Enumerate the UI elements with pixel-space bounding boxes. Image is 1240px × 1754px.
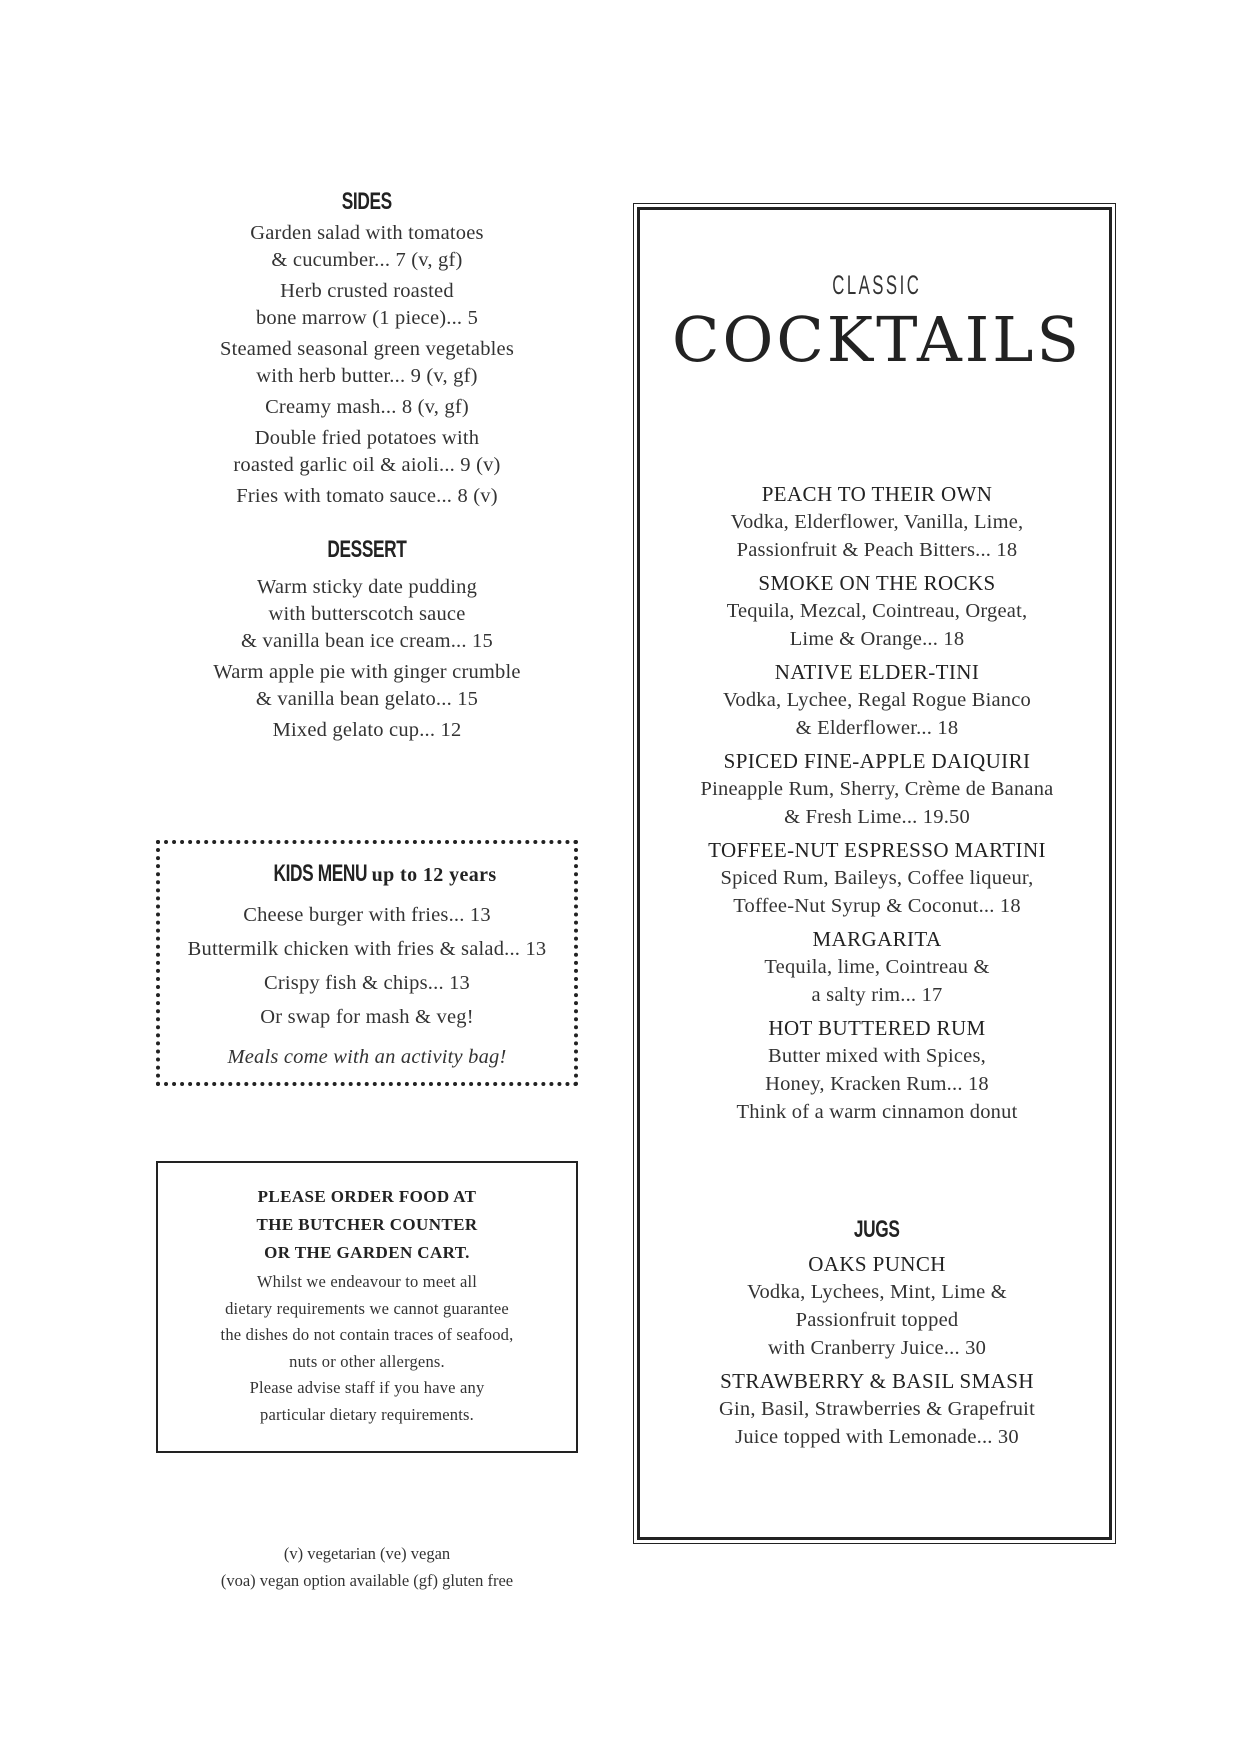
menu-item — [156, 659, 578, 713]
notice-heading-line: OR THE GARDEN CART. — [264, 1243, 470, 1262]
legend-line: (voa) vegan option available (gf) gluten free — [220, 1571, 514, 1590]
sides-section — [156, 188, 578, 514]
drink-name: STRAWBERRY & BASIL SMASH — [720, 1369, 1034, 1393]
drink-description-line: & Fresh Lime... 19.50 — [784, 806, 970, 828]
menu-item — [156, 394, 578, 421]
drink-description-line: a salty rim... 17 — [811, 984, 943, 1006]
legend-line: (v) vegetarian (ve) vegan — [283, 1544, 451, 1563]
drink-name: MARGARITA — [812, 927, 942, 951]
drink-item — [640, 925, 1114, 1009]
menu-item-line: bone marrow (1 piece)... 5 — [255, 307, 479, 329]
menu-item-line: & cucumber... 7 (v, gf) — [271, 249, 463, 271]
menu-item-line: roasted garlic oil & aioli... 9 (v) — [233, 454, 501, 476]
kids-menu-box — [156, 840, 578, 1086]
drink-item — [640, 658, 1114, 742]
notice-heading — [158, 1183, 576, 1267]
menu-item-line: Mixed gelato cup... 12 — [272, 719, 462, 741]
menu-item — [156, 717, 578, 744]
drink-description-line: Think of a warm cinnamon donut — [736, 1101, 1018, 1123]
drink-name: OAKS PUNCH — [808, 1252, 946, 1276]
drink-item — [640, 1367, 1114, 1451]
drink-name: SMOKE ON THE ROCKS — [758, 571, 996, 595]
notice-body-line: Whilst we endeavour to meet all — [256, 1272, 478, 1291]
menu-item-line: Steamed seasonal green vegetables — [219, 338, 515, 360]
drink-description-line: & Elderflower... 18 — [795, 717, 959, 739]
notice-body-line: Please advise staff if you have any — [249, 1378, 485, 1397]
drink-item — [640, 1250, 1114, 1362]
drink-description-line: Butter mixed with Spices, — [768, 1045, 986, 1067]
drink-name: HOT BUTTERED RUM — [768, 1016, 986, 1040]
sides-heading: SIDES — [341, 188, 393, 215]
drink-item — [640, 480, 1114, 564]
drink-description-line: Tequila, Mezcal, Cointreau, Orgeat, — [726, 600, 1028, 622]
menu-item — [156, 483, 578, 510]
dessert-heading: DESSERT — [327, 536, 407, 563]
menu-item — [156, 278, 578, 332]
kids-list — [160, 898, 574, 1034]
drink-description-line: Vodka, Lychee, Regal Rogue Bianco — [723, 689, 1031, 711]
drink-name: PEACH TO THEIR OWN — [761, 482, 993, 506]
kids-menu-heading: KIDS MENU — [273, 860, 368, 887]
cocktails-title: COCKTAILS — [672, 303, 1082, 376]
menu-item-line: Garden salad with tomatoes — [250, 222, 484, 244]
dessert-list — [156, 574, 578, 744]
drink-item — [640, 836, 1114, 920]
menu-item — [156, 336, 578, 390]
dietary-legend — [156, 1540, 578, 1594]
kids-note: Meals come with an activity bag! — [227, 1046, 507, 1068]
drink-description-line: Gin, Basil, Strawberries & Grapefruit — [719, 1398, 1035, 1420]
menu-item-line: Warm apple pie with ginger crumble — [213, 661, 521, 683]
jugs-heading: JUGS — [854, 1216, 900, 1243]
kids-menu-item: Cheese burger with fries... 13 — [243, 904, 491, 926]
drink-description-line: Lime & Orange... 18 — [789, 628, 965, 650]
menu-item — [156, 425, 578, 479]
drink-name: SPICED FINE-APPLE DAIQUIRI — [723, 749, 1031, 773]
notice-body-line: dietary requirements we cannot guarantee — [225, 1298, 509, 1318]
drink-description-line: Vodka, Elderflower, Vanilla, Lime, — [730, 511, 1024, 533]
cocktails-list — [640, 480, 1114, 1131]
menu-item-line: Creamy mash... 8 (v, gf) — [265, 396, 469, 418]
drink-description-line: Passionfruit topped — [795, 1309, 959, 1331]
menu-item-line: Herb crusted roasted — [280, 280, 454, 302]
drink-name: NATIVE ELDER-TINI — [774, 660, 980, 684]
menu-item-line: Fries with tomato sauce... 8 (v) — [236, 485, 498, 507]
drink-description-line: Passionfruit & Peach Bitters... 18 — [736, 539, 1018, 561]
jugs-list — [640, 1250, 1114, 1451]
drink-item — [640, 1014, 1114, 1126]
kids-menu-item: Or swap for mash & veg! — [260, 1006, 474, 1028]
kids-menu-item: Crispy fish & chips... 13 — [263, 972, 471, 994]
drink-description-line: Spiced Rum, Baileys, Coffee liqueur, — [720, 867, 1034, 889]
menu-item — [156, 220, 578, 274]
notice-body-line: nuts or other allergens. — [289, 1351, 445, 1371]
drink-item — [640, 747, 1114, 831]
menu-item-line: & vanilla bean ice cream... 15 — [241, 630, 493, 652]
notice-heading-line: THE BUTCHER COUNTER — [256, 1215, 478, 1234]
cocktails-kicker: CLASSIC — [832, 270, 922, 300]
menu-item-line: & vanilla bean gelato... 15 — [255, 688, 479, 710]
notice-body — [158, 1269, 576, 1428]
order-notice-box — [156, 1161, 578, 1453]
menu-item-line: Double fried potatoes with — [254, 427, 480, 449]
drink-description-line: Tequila, lime, Cointreau & — [764, 956, 990, 978]
drink-description-line: Toffee-Nut Syrup & Coconut... 18 — [733, 895, 1021, 917]
sides-list — [156, 220, 578, 510]
notice-body-line: particular dietary requirements. — [260, 1404, 474, 1424]
menu-item-line: with butterscotch sauce — [268, 603, 466, 625]
dessert-section — [156, 536, 578, 748]
cocktails-header — [640, 270, 1114, 376]
drink-item — [640, 569, 1114, 653]
kids-menu-item: Buttermilk chicken with fries & salad... 13 — [187, 938, 547, 960]
drink-description-line: Pineapple Rum, Sherry, Crème de Banana — [700, 778, 1054, 800]
notice-body-line: the dishes do not contain traces of seafood, — [220, 1325, 514, 1344]
drink-description-line: Vodka, Lychees, Mint, Lime & — [747, 1281, 1007, 1303]
kids-menu-age: up to 12 years — [371, 864, 497, 886]
drink-description-line: Juice topped with Lemonade... 30 — [735, 1426, 1019, 1448]
drink-description-line: with Cranberry Juice... 30 — [767, 1337, 987, 1359]
drink-description-line: Honey, Kracken Rum... 18 — [765, 1073, 989, 1095]
notice-heading-line: PLEASE ORDER FOOD AT — [257, 1187, 477, 1206]
menu-item-line: Warm sticky date pudding — [256, 576, 478, 598]
menu-item — [156, 574, 578, 655]
menu-item-line: with herb butter... 9 (v, gf) — [256, 365, 478, 387]
jugs-section — [640, 1216, 1114, 1456]
drink-name: TOFFEE-NUT ESPRESSO MARTINI — [708, 838, 1046, 862]
